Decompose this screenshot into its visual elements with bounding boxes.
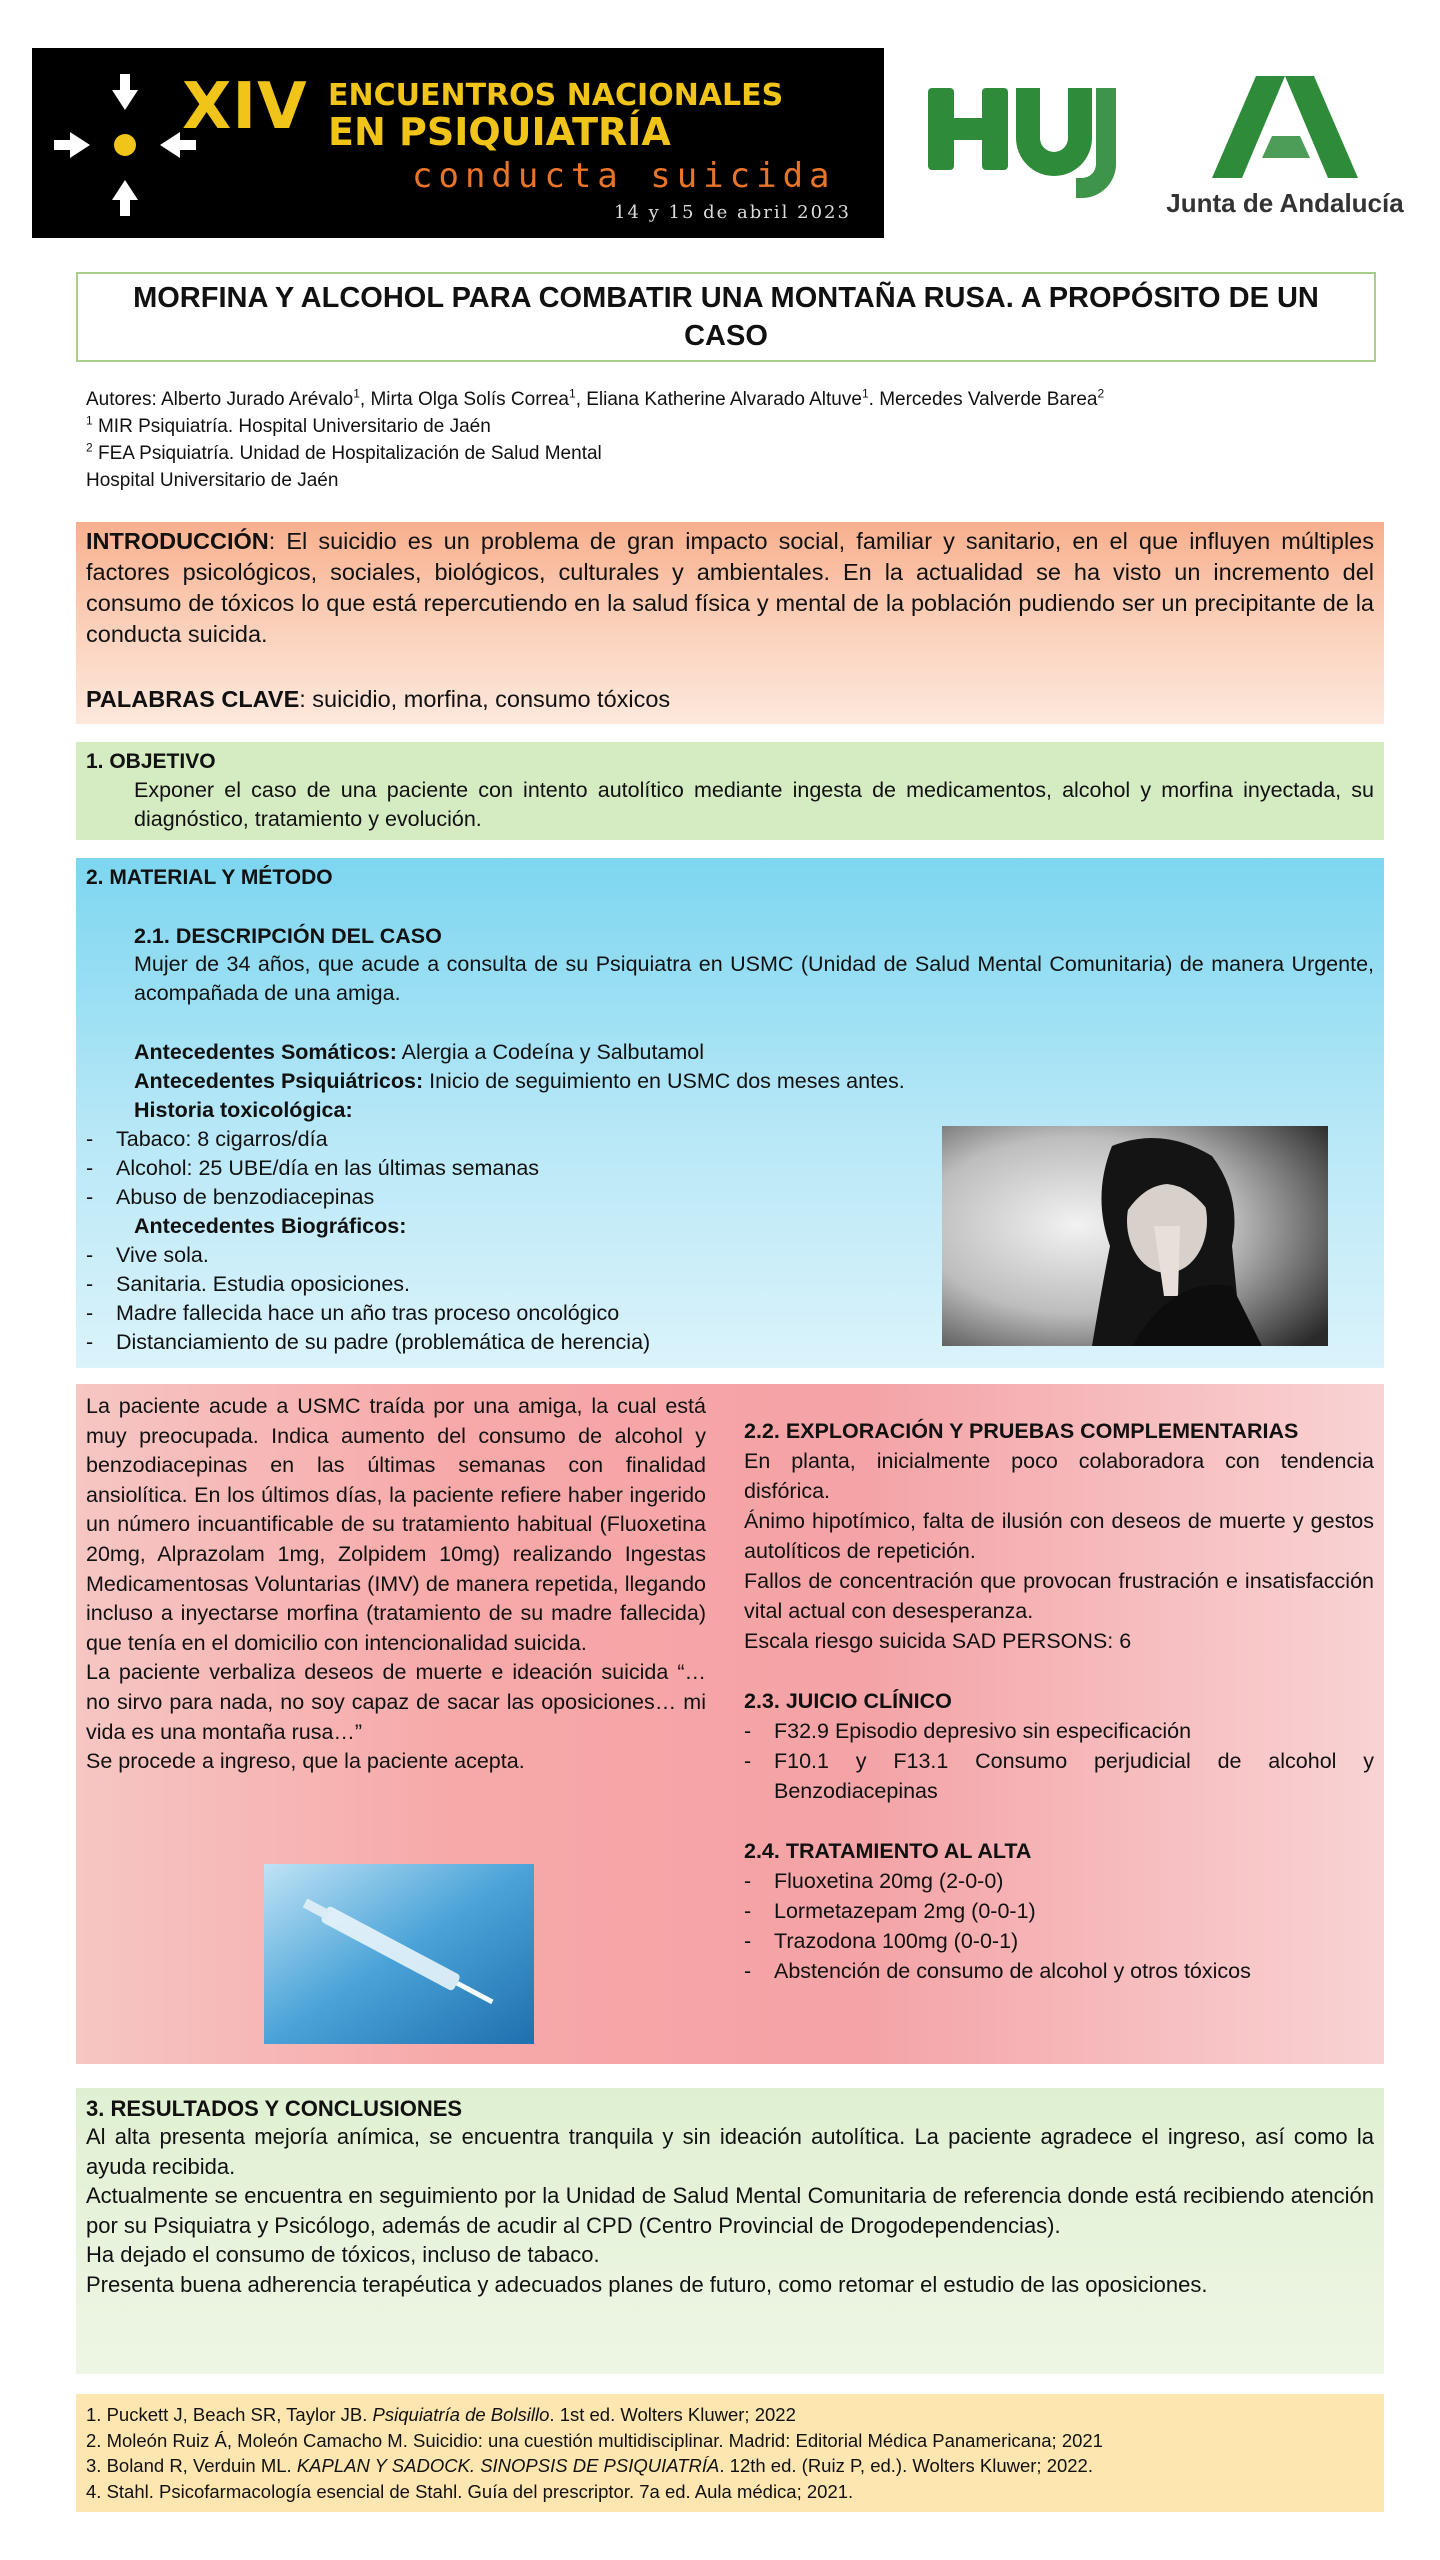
authors-block bbox=[86, 386, 1386, 494]
junta-a-icon bbox=[1150, 70, 1420, 186]
psychiatric-history: Antecedentes Psiquiátricos: Inicio de seguimiento en USMC dos meses antes. bbox=[134, 1069, 905, 1093]
list-item: - Trazodona 100mg (0-0-1) bbox=[744, 1929, 1019, 1953]
keywords-text: PALABRAS CLAVE: suicidio, morfina, consumo tóxicos bbox=[86, 686, 671, 712]
case-narrative-p1: La paciente acude a USMC traída por una amiga, la cual está muy preocupada. Indica aumento del consumo de alcohol y benzodiacepinas en las últimas semanas con finalidad ansiolítica. En los últimos días, la paciente refiere haber ingerido un número incuantificable de su tratamiento habitual (Fluoxetina 20mg, Alprazolam 1mg, Zolpidem 10mg) realizando Ingestas Medicamentosas Voluntarias (IMV) de manera repetida, llegando incluso a inyectarse morfina (tratamiento de su madre fallecida) que tenía en el domicilio con intencionalidad suicida. bbox=[86, 1394, 706, 1655]
introduction-heading: INTRODUCCIÓN bbox=[86, 528, 269, 554]
compass-arrows-icon bbox=[50, 70, 200, 220]
keywords-heading: PALABRAS CLAVE bbox=[86, 686, 300, 712]
banner-date: 14 y 15 de abril 2023 bbox=[614, 202, 851, 223]
exploration-line: Fallos de concentración que provocan frustración e insatisfacción vital actual con desesperanza. bbox=[744, 1569, 1374, 1623]
results-heading: 3. RESULTADOS Y CONCLUSIONES bbox=[86, 2096, 463, 2121]
biographic-heading: Antecedentes Biográficos: bbox=[134, 1214, 407, 1238]
method-heading: 2. MATERIAL Y MÉTODO bbox=[86, 866, 333, 889]
case-detail-section bbox=[76, 1384, 1384, 2064]
list-item: - Vive sola. bbox=[86, 1243, 209, 1267]
banner-line-1: ENCUENTROS NACIONALES bbox=[328, 78, 784, 113]
banner-line-2: EN PSIQUIATRÍA bbox=[328, 110, 671, 154]
junta-andalucia-logo bbox=[1150, 70, 1420, 230]
event-banner bbox=[32, 48, 884, 238]
syringe-photo bbox=[264, 1864, 534, 2044]
discharge-treatment-heading: 2.4. TRATAMIENTO AL ALTA bbox=[744, 1839, 1032, 1863]
edition-number: XIV bbox=[182, 70, 308, 144]
list-item: - Abuso de benzodiacepinas bbox=[86, 1185, 375, 1209]
case-narrative-p2: La paciente verbaliza deseos de muerte e ideación suicida “… no sirvo para nada, no soy capaz de sacar las oposiciones… mi vida es una montaña rusa…” bbox=[86, 1660, 706, 1744]
list-item: - Alcohol: 25 UBE/día en las últimas semanas bbox=[86, 1156, 540, 1180]
case-description-text: Mujer de 34 años, que acude a consulta de su Psiquiatra en USMC (Unidad de Salud Mental Comunitaria) de manera Urgente, acompañada de una amiga. bbox=[134, 952, 1374, 1005]
poster-title-box bbox=[76, 272, 1376, 362]
clinical-findings bbox=[744, 1416, 1374, 1986]
exploration-heading: 2.2. EXPLORACIÓN Y PRUEBAS COMPLEMENTARIAS bbox=[744, 1419, 1299, 1443]
objective-section bbox=[76, 742, 1384, 840]
list-item: - F32.9 Episodio depresivo sin especificación bbox=[744, 1719, 1192, 1743]
poster-title: MORFINA Y ALCOHOL PARA COMBATIR UNA MONTAÑA RUSA. A PROPÓSITO DE UN CASO bbox=[133, 282, 1319, 352]
case-description-heading: 2.1. DESCRIPCIÓN DEL CASO bbox=[134, 924, 442, 948]
list-item: - Abstención de consumo de alcohol y otros tóxicos bbox=[744, 1959, 1251, 1983]
references-list bbox=[86, 2402, 1374, 2504]
huj-logo bbox=[920, 70, 1120, 200]
reference-item: 2. Moleón Ruiz Á, Moleón Camacho M. Suicidio: una cuestión multidisciplinar. Madrid: Editorial Médica Panamericana; 2021 bbox=[86, 2429, 1103, 2451]
authors-line: Autores: Alberto Jurado Arévalo$^1$, Mirta Olga Solís Correa$^1$, Eliana Katherine Alvarado Altuve$^1$. Mercedes Valverde Barea$^2$ bbox=[86, 386, 1105, 410]
affiliation-2: $^2$ FEA Psiquiatría. Unidad de Hospitalización de Salud Mental bbox=[86, 440, 602, 464]
exploration-line: Escala riesgo suicida SAD PERSONS: 6 bbox=[744, 1629, 1132, 1653]
list-item: - Distanciamiento de su padre (problemática de herencia) bbox=[86, 1330, 651, 1354]
reference-item: 3. Boland R, Verduin ML. KAPLAN Y SADOCK. SINOPSIS DE PSIQUIATRÍA. 12th ed. (Ruiz P, ed.). Wolters Kluwer; 2022. bbox=[86, 2455, 1093, 2476]
case-narrative-p3: Se procede a ingreso, que la paciente acepta. bbox=[86, 1749, 525, 1774]
list-item: - Sanitaria. Estudia oposiciones. bbox=[86, 1272, 411, 1296]
reference-item: 4. Stahl. Psicofarmacología esencial de Stahl. Guía del prescriptor. 7a ed. Aula médica; 2021. bbox=[86, 2480, 854, 2502]
case-narrative bbox=[86, 1392, 706, 1777]
references-section bbox=[76, 2394, 1384, 2512]
affiliation-1: $^1$ MIR Psiquiatría. Hospital Universitario de Jaén bbox=[86, 413, 491, 437]
method-section bbox=[76, 858, 1384, 1368]
affiliation-3: Hospital Universitario de Jaén bbox=[86, 470, 339, 491]
introduction-text: INTRODUCCIÓN: El suicidio es un problema de gran impacto social, familiar y sanitario, en el que influyen múltiples factores psicológicos, sociales, biológicos, culturales y ambientales. En la actualidad se ha visto un incremento del consumo de tóxicos lo que está repercutiendo en la salud física y mental de la población pudiendo ser un precipitante de la conducta suicida. bbox=[86, 528, 1374, 647]
junta-name: Junta de Andalucía bbox=[1166, 188, 1404, 218]
introduction-section bbox=[76, 522, 1384, 724]
toxicology-heading: Historia toxicológica: bbox=[134, 1098, 353, 1122]
distressed-woman-photo bbox=[942, 1126, 1328, 1346]
reference-item: 1. Puckett J, Beach SR, Taylor JB. Psiquiatría de Bolsillo. 1st ed. Wolters Kluwer; 2022 bbox=[86, 2404, 796, 2425]
results-section bbox=[76, 2088, 1384, 2374]
list-item: - Lormetazepam 2mg (0-0-1) bbox=[744, 1899, 1036, 1923]
list-item: - Fluoxetina 20mg (2-0-0) bbox=[744, 1869, 1004, 1893]
objective-text: Exponer el caso de una paciente con intento autolítico mediante ingesta de medicamentos, alcohol y morfina inyectada, su diagnóstico, tratamiento y evolución. bbox=[134, 778, 1374, 831]
somatic-history: Antecedentes Somáticos: Alergia a Codeína y Salbutamol bbox=[134, 1040, 705, 1064]
objective-heading: 1. OBJETIVO bbox=[86, 750, 216, 773]
results-text: Al alta presenta mejoría anímica, se encuentra tranquila y sin ideación autolítica. La paciente agradece el ingreso, así como la ayuda recibida. Actualmente se encuentra en seguimiento por la Unidad de Salud Mental Comunitaria de referencia donde está recibiendo atención por su Psiquiatra y Psicólogo, además de acudir al CPD (Centro Provincial de Drogodependencias). Ha dejado el consumo de tóxicos, incluso de tabaco. Presenta buena adherencia terapéutica y adecuados planes de futuro, como retomar el estudio de las oposiciones. bbox=[86, 2124, 1374, 2297]
exploration-line: En planta, inicialmente poco colaboradora con tendencia disfórica. bbox=[744, 1449, 1374, 1503]
exploration-line: Ánimo hipotímico, falta de ilusión con deseos de muerte y gestos autolíticos de repetición. bbox=[744, 1509, 1374, 1563]
banner-subtitle: conducta suicida bbox=[412, 156, 836, 196]
list-item: - F10.1 y F13.1 Consumo perjudicial de alcohol y Benzodiacepinas bbox=[744, 1749, 1374, 1803]
clinical-judgement-heading: 2.3. JUICIO CLÍNICO bbox=[744, 1689, 952, 1713]
list-item: - Tabaco: 8 cigarros/día bbox=[86, 1127, 328, 1151]
list-item: - Madre fallecida hace un año tras proceso oncológico bbox=[86, 1301, 620, 1325]
